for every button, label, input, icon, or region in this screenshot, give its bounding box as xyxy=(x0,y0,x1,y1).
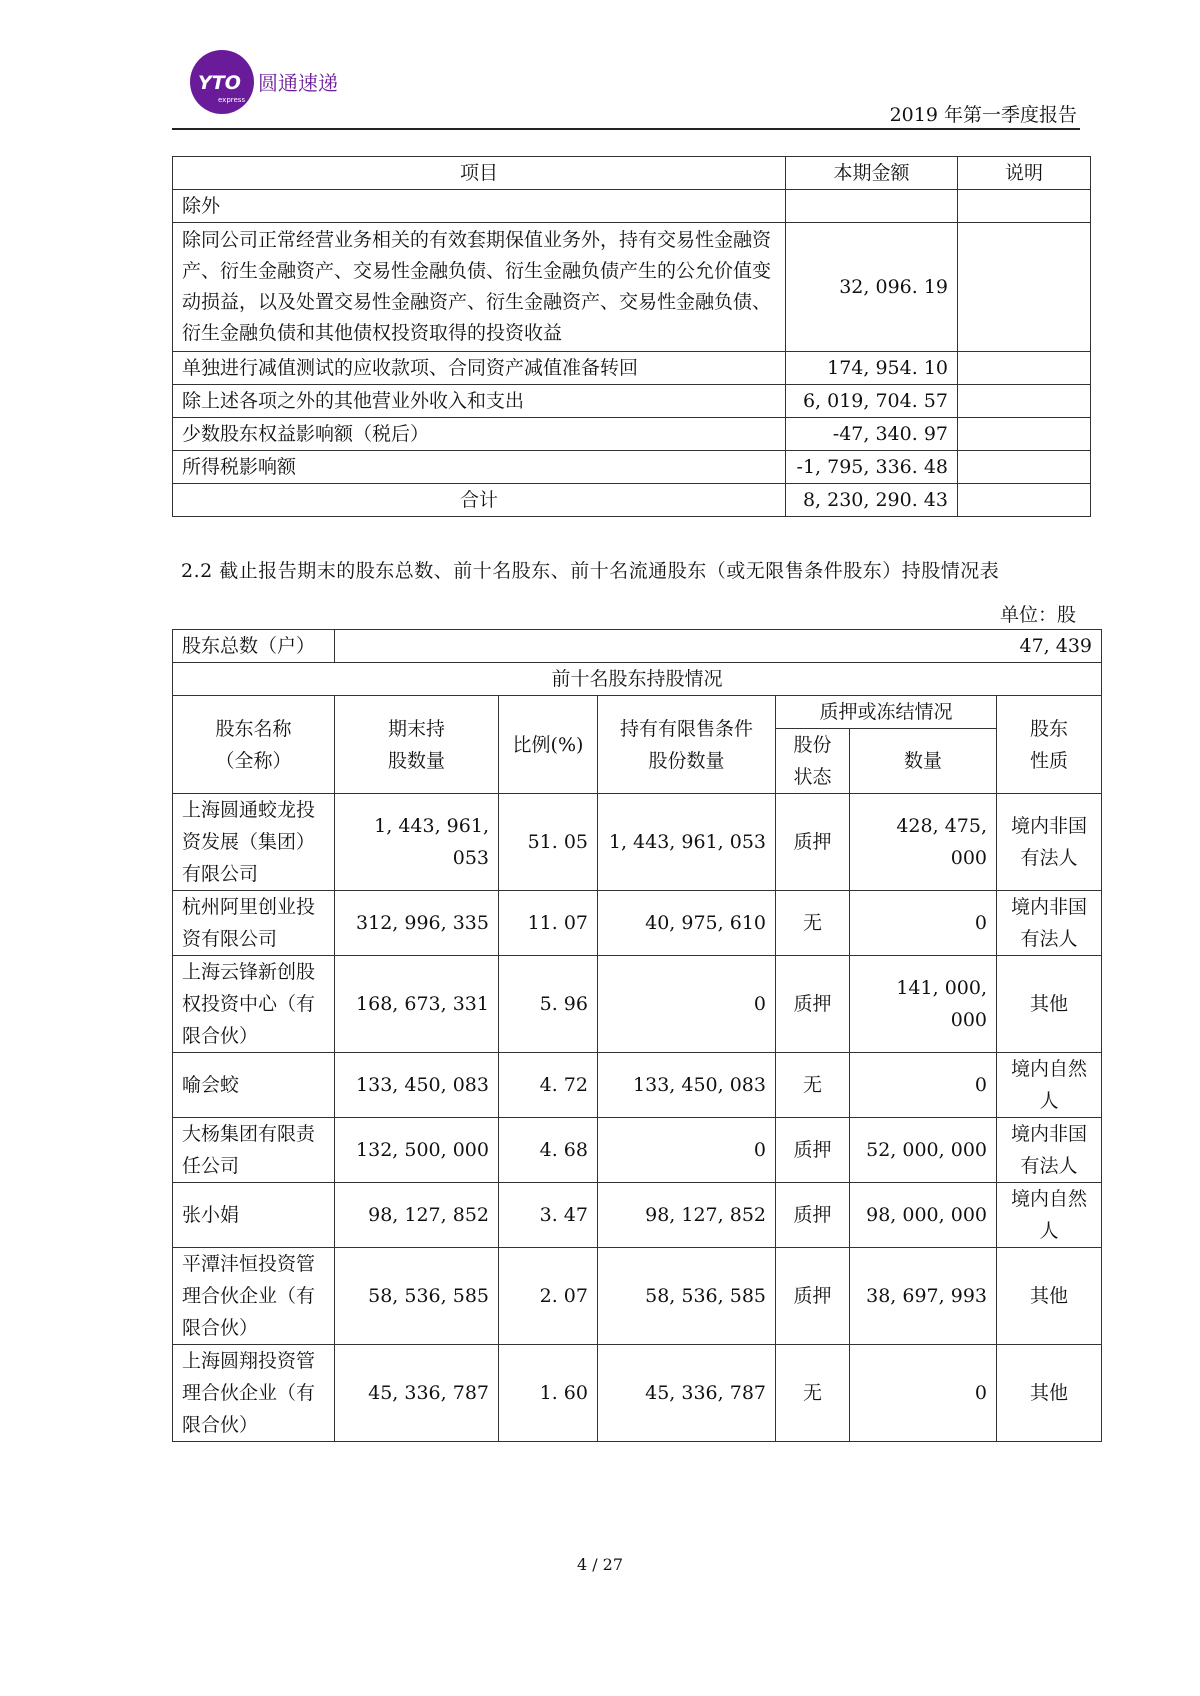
shares-cell: 312, 996, 335 xyxy=(335,891,499,956)
restricted-shares-cell: 40, 975, 610 xyxy=(598,891,776,956)
shareholder-name-cell: 喻会蛟 xyxy=(173,1053,335,1118)
company-logo xyxy=(190,50,390,114)
note-cell xyxy=(958,484,1091,517)
shares-cell: 133, 450, 083 xyxy=(335,1053,499,1118)
note-cell xyxy=(958,418,1091,451)
pledge-quantity-cell: 38, 697, 993 xyxy=(850,1248,997,1345)
restricted-shares-cell: 0 xyxy=(598,956,776,1053)
shareholder-nature-cell: 境内自然人 xyxy=(997,1053,1102,1118)
shareholders-table xyxy=(172,629,1102,1442)
ratio-cell: 1. 60 xyxy=(499,1345,598,1442)
shareholder-name-cell: 张小娟 xyxy=(173,1183,335,1248)
pledge-status-cell: 质押 xyxy=(776,1248,850,1345)
shares-cell: 168, 673, 331 xyxy=(335,956,499,1053)
svg-text:圆通速递: 圆通速递 xyxy=(258,71,338,95)
ratio-cell: 4. 68 xyxy=(499,1118,598,1183)
ratio-cell: 11. 07 xyxy=(499,891,598,956)
note-cell xyxy=(958,451,1091,484)
shareholder-nature-cell: 境内非国有法人 xyxy=(997,891,1102,956)
total-shareholders-value: 47, 439 xyxy=(335,630,1102,663)
shareholder-name-cell: 大杨集团有限责任公司 xyxy=(173,1118,335,1183)
item-cell: 除上述各项之外的其他营业外收入和支出 xyxy=(173,385,786,418)
item-cell: 少数股东权益影响额（税后） xyxy=(173,418,786,451)
pledge-status-cell: 质押 xyxy=(776,956,850,1053)
item-cell: 除同公司正常经营业务相关的有效套期保值业务外，持有交易性金融资产、衍生金融资产、交易性金融负债、衍生金融负债产生的公允价值变动损益，以及处置交易性金融资产、衍生金融资产、交易性金融负债、衍生金融负债和其他债权投资取得的投资收益 xyxy=(173,223,786,352)
amount-cell: 6, 019, 704. 57 xyxy=(786,385,958,418)
svg-text:express: express xyxy=(218,96,246,104)
shareholder-row xyxy=(173,1183,1102,1248)
restricted-shares-cell: 58, 536, 585 xyxy=(598,1248,776,1345)
total-label: 合计 xyxy=(173,484,786,517)
shares-cell: 132, 500, 000 xyxy=(335,1118,499,1183)
ratio-cell: 3. 47 xyxy=(499,1183,598,1248)
shareholder-row xyxy=(173,1248,1102,1345)
pledge-quantity-cell: 52, 000, 000 xyxy=(850,1118,997,1183)
amount-cell: 32, 096. 19 xyxy=(786,223,958,352)
amount-cell: 174, 954. 10 xyxy=(786,352,958,385)
note-cell xyxy=(958,223,1091,352)
shares-cell: 58, 536, 585 xyxy=(335,1248,499,1345)
column-header-amount: 本期金额 xyxy=(786,157,958,190)
column-header-ratio: 比例(%) xyxy=(499,696,598,794)
item-cell: 单独进行减值测试的应收款项、合同资产减值准备转回 xyxy=(173,352,786,385)
pledge-quantity-cell: 0 xyxy=(850,891,997,956)
restricted-shares-cell: 1, 443, 961, 053 xyxy=(598,794,776,891)
column-header-pledge-group: 质押或冻结情况 xyxy=(776,696,997,729)
shareholder-name-cell: 上海云锋新创股权投资中心（有限合伙） xyxy=(173,956,335,1053)
svg-text:YTO: YTO xyxy=(198,72,241,94)
report-title: 2019 年第一季度报告 xyxy=(889,104,1077,126)
pledge-status-cell: 质押 xyxy=(776,794,850,891)
shareholder-row xyxy=(173,794,1102,891)
item-cell: 所得税影响额 xyxy=(173,451,786,484)
pledge-quantity-cell: 0 xyxy=(850,1345,997,1442)
table-row xyxy=(173,451,1091,484)
table-row xyxy=(173,223,1091,352)
amount-cell xyxy=(786,190,958,223)
column-header-note: 说明 xyxy=(958,157,1091,190)
pledge-status-cell: 无 xyxy=(776,891,850,956)
shares-cell: 1, 443, 961, 053 xyxy=(335,794,499,891)
total-shareholders-row xyxy=(173,630,1102,663)
column-header-pledge-qty: 数量 xyxy=(850,729,997,794)
shareholder-row xyxy=(173,1345,1102,1442)
pledge-quantity-cell: 0 xyxy=(850,1053,997,1118)
column-header-nature: 股东性质 xyxy=(997,696,1102,794)
restricted-shares-cell: 133, 450, 083 xyxy=(598,1053,776,1118)
note-cell xyxy=(958,352,1091,385)
restricted-shares-cell: 0 xyxy=(598,1118,776,1183)
shareholder-row xyxy=(173,891,1102,956)
shareholder-row xyxy=(173,1053,1102,1118)
column-header-item: 项目 xyxy=(173,157,786,190)
shareholder-name-cell: 上海圆通蛟龙投资发展（集团）有限公司 xyxy=(173,794,335,891)
shares-cell: 45, 336, 787 xyxy=(335,1345,499,1442)
section-heading: 2.2 截止报告期末的股东总数、前十名股东、前十名流通股东（或无限售条件股东）持股情况表 xyxy=(181,560,1000,582)
shareholder-nature-cell: 其他 xyxy=(997,1248,1102,1345)
table-row xyxy=(173,190,1091,223)
pledge-status-cell: 质押 xyxy=(776,1183,850,1248)
amount-cell: -47, 340. 97 xyxy=(786,418,958,451)
pledge-quantity-cell: 141, 000, 000 xyxy=(850,956,997,1053)
ratio-cell: 5. 96 xyxy=(499,956,598,1053)
column-header-shares: 期末持股数量 xyxy=(335,696,499,794)
shareholder-nature-cell: 其他 xyxy=(997,1345,1102,1442)
note-cell xyxy=(958,190,1091,223)
table-row xyxy=(173,385,1091,418)
item-cell: 除外 xyxy=(173,190,786,223)
pledge-status-cell: 无 xyxy=(776,1345,850,1442)
total-amount: 8, 230, 290. 43 xyxy=(786,484,958,517)
shareholder-name-cell: 平潭沣恒投资管理合伙企业（有限合伙） xyxy=(173,1248,335,1345)
pledge-status-cell: 质押 xyxy=(776,1118,850,1183)
non-recurring-items-table xyxy=(172,156,1091,517)
ratio-cell: 51. 05 xyxy=(499,794,598,891)
table-row xyxy=(173,418,1091,451)
shareholder-row xyxy=(173,1118,1102,1183)
shareholder-row xyxy=(173,956,1102,1053)
page-number: 4 / 27 xyxy=(576,1555,624,1574)
restricted-shares-cell: 98, 127, 852 xyxy=(598,1183,776,1248)
pledge-quantity-cell: 428, 475, 000 xyxy=(850,794,997,891)
shareholder-nature-cell: 境内自然人 xyxy=(997,1183,1102,1248)
shareholder-name-cell: 杭州阿里创业投资有限公司 xyxy=(173,891,335,956)
unit-note: 单位：股 xyxy=(999,604,1076,626)
table-subtitle: 前十名股东持股情况 xyxy=(173,663,1102,696)
shareholder-nature-cell: 境内非国有法人 xyxy=(997,794,1102,891)
total-row xyxy=(173,484,1091,517)
shareholder-nature-cell: 其他 xyxy=(997,956,1102,1053)
column-header-restricted: 持有有限售条件股份数量 xyxy=(598,696,776,794)
note-cell xyxy=(958,385,1091,418)
shareholder-nature-cell: 境内非国有法人 xyxy=(997,1118,1102,1183)
amount-cell: -1, 795, 336. 48 xyxy=(786,451,958,484)
header-divider xyxy=(172,128,1080,130)
table-header-row xyxy=(173,157,1091,190)
shares-cell: 98, 127, 852 xyxy=(335,1183,499,1248)
column-header-name: 股东名称（全称） xyxy=(173,696,335,794)
table-row xyxy=(173,352,1091,385)
total-shareholders-label: 股东总数（户） xyxy=(173,630,335,663)
ratio-cell: 4. 72 xyxy=(499,1053,598,1118)
pledge-status-cell: 无 xyxy=(776,1053,850,1118)
column-header-pledge-status: 股份状态 xyxy=(776,729,850,794)
table-header-row xyxy=(173,696,1102,729)
subtitle-row xyxy=(173,663,1102,696)
shareholder-name-cell: 上海圆翔投资管理合伙企业（有限合伙） xyxy=(173,1345,335,1442)
pledge-quantity-cell: 98, 000, 000 xyxy=(850,1183,997,1248)
ratio-cell: 2. 07 xyxy=(499,1248,598,1345)
restricted-shares-cell: 45, 336, 787 xyxy=(598,1345,776,1442)
